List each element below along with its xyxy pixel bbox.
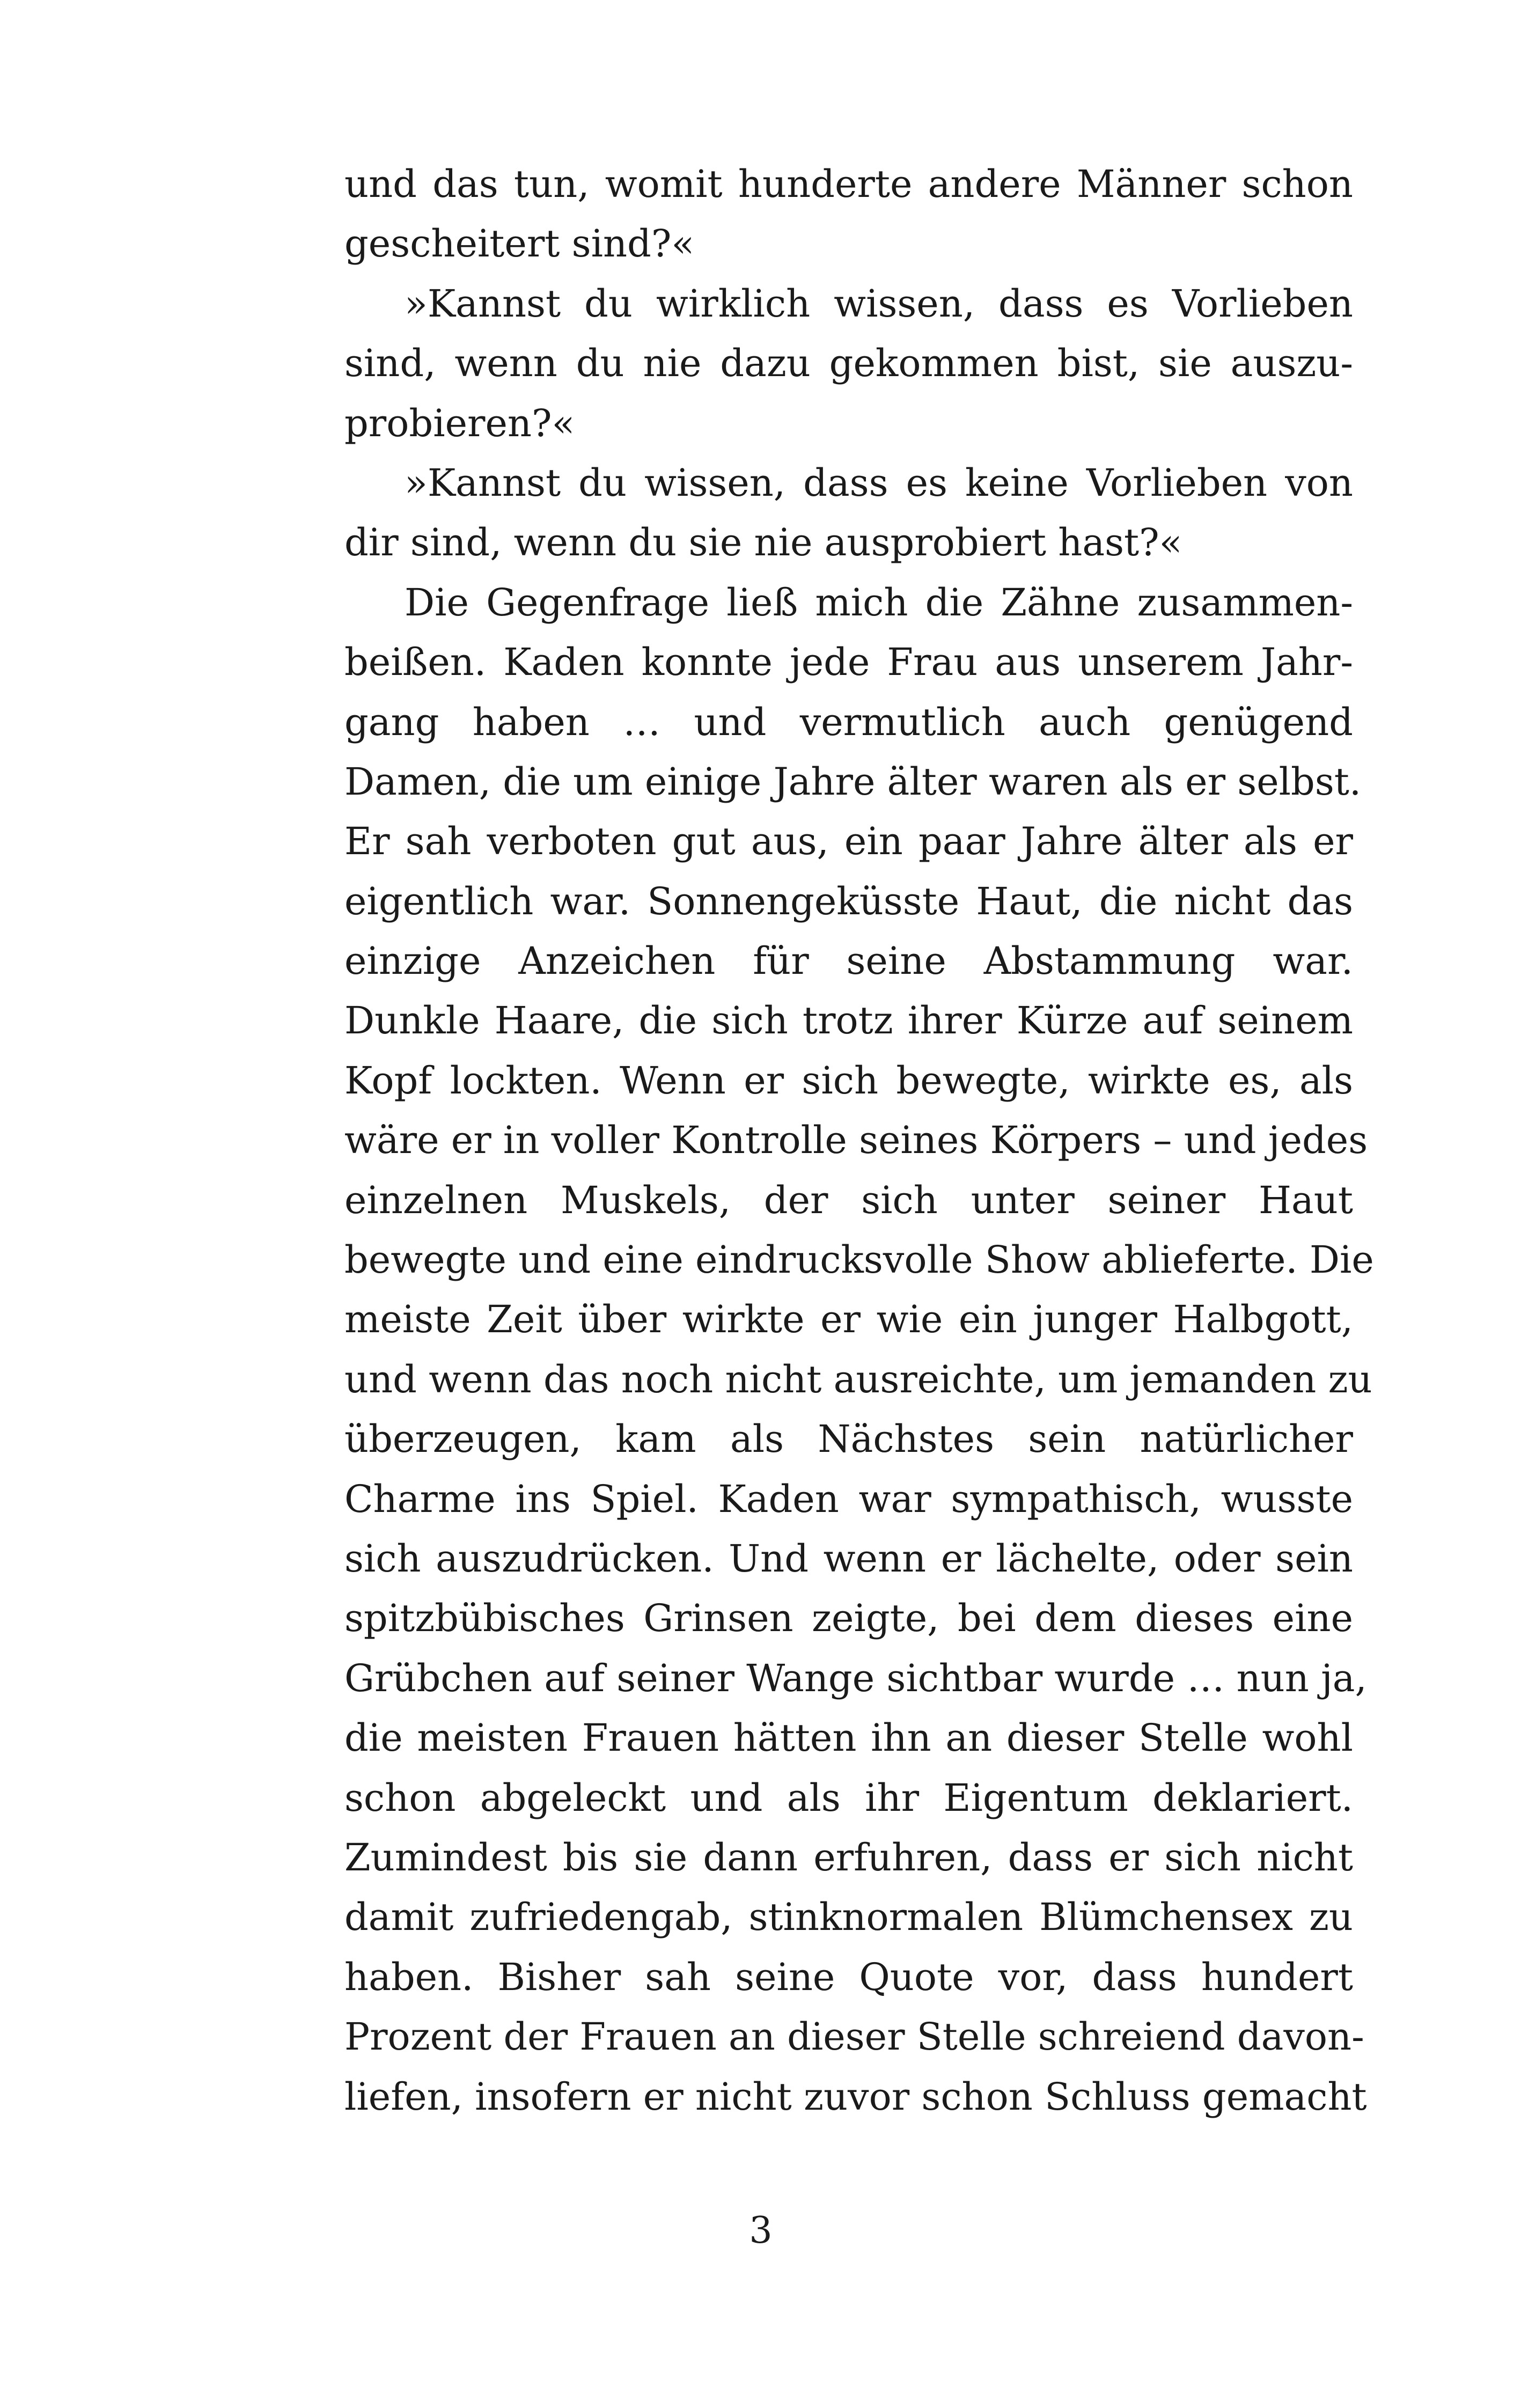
text-line: sich auszudrücken. Und wenn er lächelte, oder sein <box>344 1536 1353 1581</box>
text-line: damit zufriedengab, stinknormalen Blümchensex zu <box>344 1895 1353 1940</box>
text-line: liefen, insofern er nicht zuvor schon Schluss gemacht <box>344 2074 1367 2119</box>
text-line: Grübchen auf seiner Wange sichtbar wurde … nun ja, <box>344 1656 1367 1700</box>
text-line: Dunkle Haare, die sich trotz ihrer Kürze auf seinem <box>344 999 1353 1043</box>
text-line: Kopf lockten. Wenn er sich bewegte, wirkte es, als <box>344 1058 1353 1103</box>
text-line: Charme ins Spiel. Kaden war sympathisch, wusste <box>344 1477 1353 1521</box>
text-line: sind, wenn du nie dazu gekommen bist, sie auszu- <box>344 341 1353 386</box>
text-line: »Kannst du wirklich wissen, dass es Vorlieben <box>405 281 1353 326</box>
text-line: wäre er in voller Kontrolle seines Körpers – und jedes <box>344 1118 1368 1163</box>
text-line: Die Gegenfrage ließ mich die Zähne zusammen- <box>405 580 1353 625</box>
text-line: einzelnen Muskels, der sich unter seiner Haut <box>344 1178 1353 1222</box>
text-line: und wenn das noch nicht ausreichte, um jemanden zu <box>344 1357 1372 1401</box>
text-line: einzige Anzeichen für seine Abstammung war. <box>344 939 1353 983</box>
text-line: dir sind, wenn du sie nie ausprobiert hast?« <box>344 520 1182 565</box>
text-line: spitzbübisches Grinsen zeigte, bei dem dieses eine <box>344 1596 1353 1641</box>
text-line: meiste Zeit über wirkte er wie ein junger Halbgott, <box>344 1297 1353 1342</box>
text-line: gang haben … und vermutlich auch genügend <box>344 700 1353 744</box>
text-line: Er sah verboten gut aus, ein paar Jahre älter als er <box>344 819 1353 864</box>
text-line: die meisten Frauen hätten ihn an dieser Stelle wohl <box>344 1716 1353 1760</box>
text-line: schon abgeleckt und als ihr Eigentum deklariert. <box>344 1775 1353 1820</box>
page-number: 3 <box>749 2209 773 2252</box>
text-line: probieren?« <box>344 401 575 445</box>
text-line: Damen, die um einige Jahre älter waren als er selbst. <box>344 759 1362 804</box>
text-line: eigentlich war. Sonnengeküsste Haut, die nicht das <box>344 879 1353 923</box>
text-line: »Kannst du wissen, dass es keine Vorlieben von <box>405 460 1353 505</box>
text-line: überzeugen, kam als Nächstes sein natürlicher <box>344 1417 1353 1462</box>
text-line: Prozent der Frauen an dieser Stelle schreiend davon- <box>344 2015 1364 2059</box>
text-line: bewegte und eine eindrucksvolle Show ablieferte. Die <box>344 1238 1374 1282</box>
text-line: haben. Bisher sah seine Quote vor, dass hundert <box>344 1955 1353 1999</box>
text-line: und das tun, womit hunderte andere Männer schon <box>344 162 1353 206</box>
text-line: Zumindest bis sie dann erfuhren, dass er sich nicht <box>344 1835 1353 1880</box>
text-line: beißen. Kaden konnte jede Frau aus unserem Jahr- <box>344 640 1353 685</box>
text-line: gescheitert sind?« <box>344 222 695 266</box>
body-text <box>344 155 1374 2127</box>
